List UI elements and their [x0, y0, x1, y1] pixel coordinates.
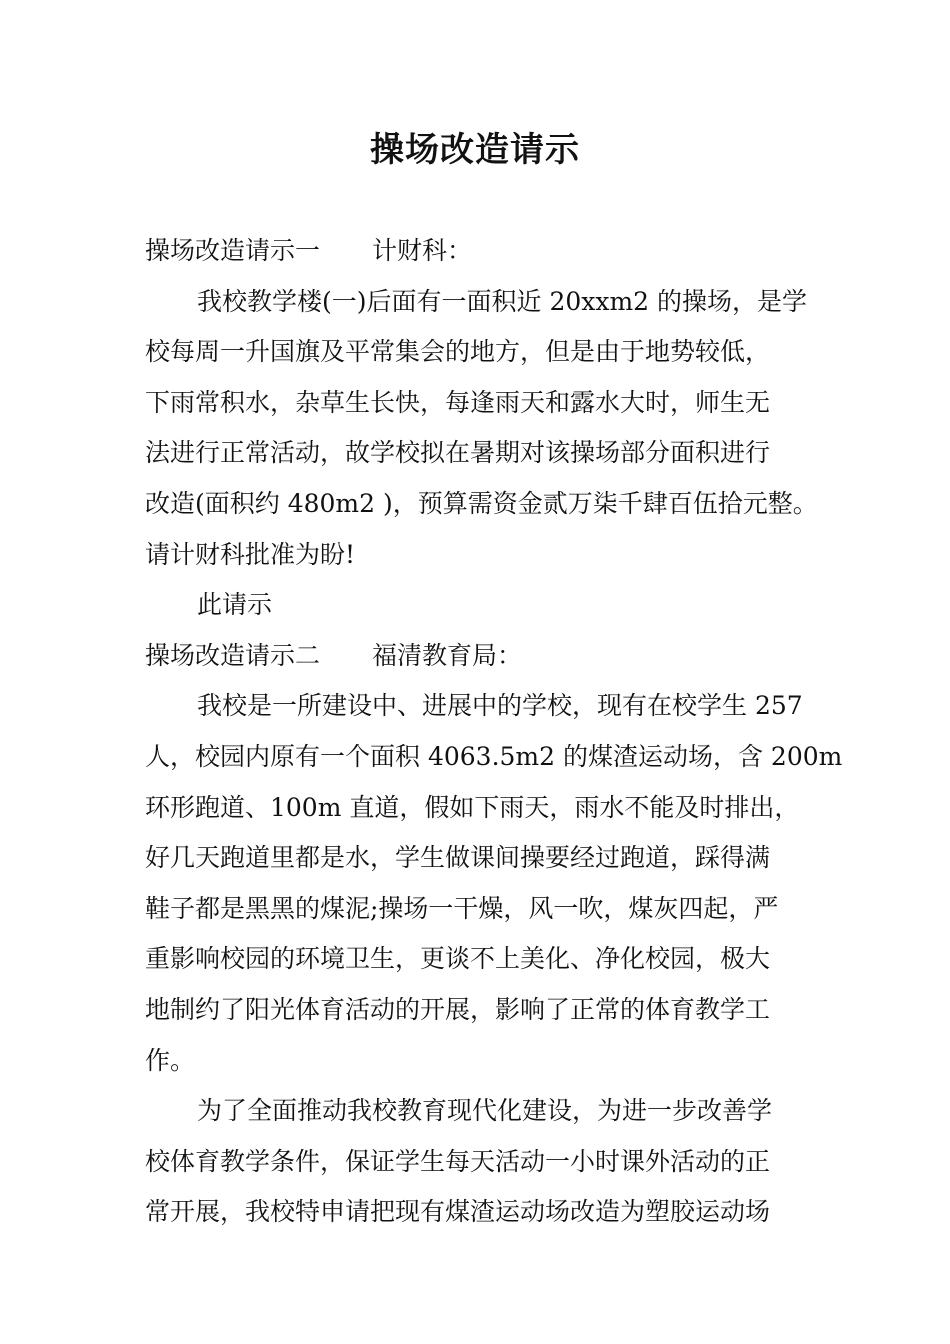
paragraph-line: 校体育教学条件，保证学生每天活动一小时课外活动的正	[145, 1146, 771, 1176]
paragraph-line: 为了全面推动我校教育现代化建设，为进一步改善学	[197, 1096, 773, 1126]
paragraph-line: 作。	[145, 1045, 196, 1075]
paragraph-line: 我校是一所建设中、进展中的学校，现有在校学生 257	[197, 691, 803, 721]
paragraph-line: 鞋子都是黑黑的煤泥;操场一干燥，风一吹，煤灰四起，严	[145, 893, 779, 923]
paragraph-line: 改造(面积约 480m2 )，预算需资金贰万柒千肆百伍拾元整。	[145, 488, 818, 518]
paragraph-line: 好几天跑道里都是水，学生做课间操要经过跑道，踩得满	[145, 843, 771, 873]
section2-heading-line	[145, 631, 815, 682]
section1-addressee: 计财科：	[372, 236, 473, 265]
document-body	[145, 226, 843, 1238]
paragraph-line: 重影响校园的环境卫生，更谈不上美化、净化校园，极大	[145, 944, 771, 974]
section2-addressee: 福清教育局：	[372, 640, 523, 670]
section2-heading: 操场改造请示二	[145, 640, 321, 670]
paragraph-line: 常开展，我校特申请把现有煤渣运动场改造为塑胶运动场	[145, 1197, 771, 1227]
paragraph-line: 我校教学楼(一)后面有一面积近 20xxm2 的操场，是学	[197, 286, 808, 316]
paragraph-line: 法进行正常活动，故学校拟在暑期对该操场部分面积进行	[145, 438, 771, 468]
paragraph-line: 请计财科批准为盼!	[145, 539, 356, 569]
document-title: 操场改造请示	[370, 130, 580, 170]
paragraph-line: 人，校园内原有一个面积 4063.5m2 的煤渣运动场，含 200m	[145, 741, 843, 771]
paragraph-line: 地制约了阳光体育活动的开展，影响了正常的体育教学工	[145, 994, 771, 1024]
section1-heading-line	[145, 226, 815, 277]
section1-heading: 操场改造请示一	[145, 236, 321, 265]
paragraph-line: 下雨常积水，杂草生长快，每逢雨天和露水大时，师生无	[145, 387, 771, 417]
paragraph-line: 环形跑道、100m 直道，假如下雨天，雨水不能及时排出，	[145, 792, 800, 822]
section1-closing: 此请示	[197, 590, 273, 620]
paragraph-line: 校每周一升国旗及平常集会的地方，但是由于地势较低，	[145, 337, 771, 367]
